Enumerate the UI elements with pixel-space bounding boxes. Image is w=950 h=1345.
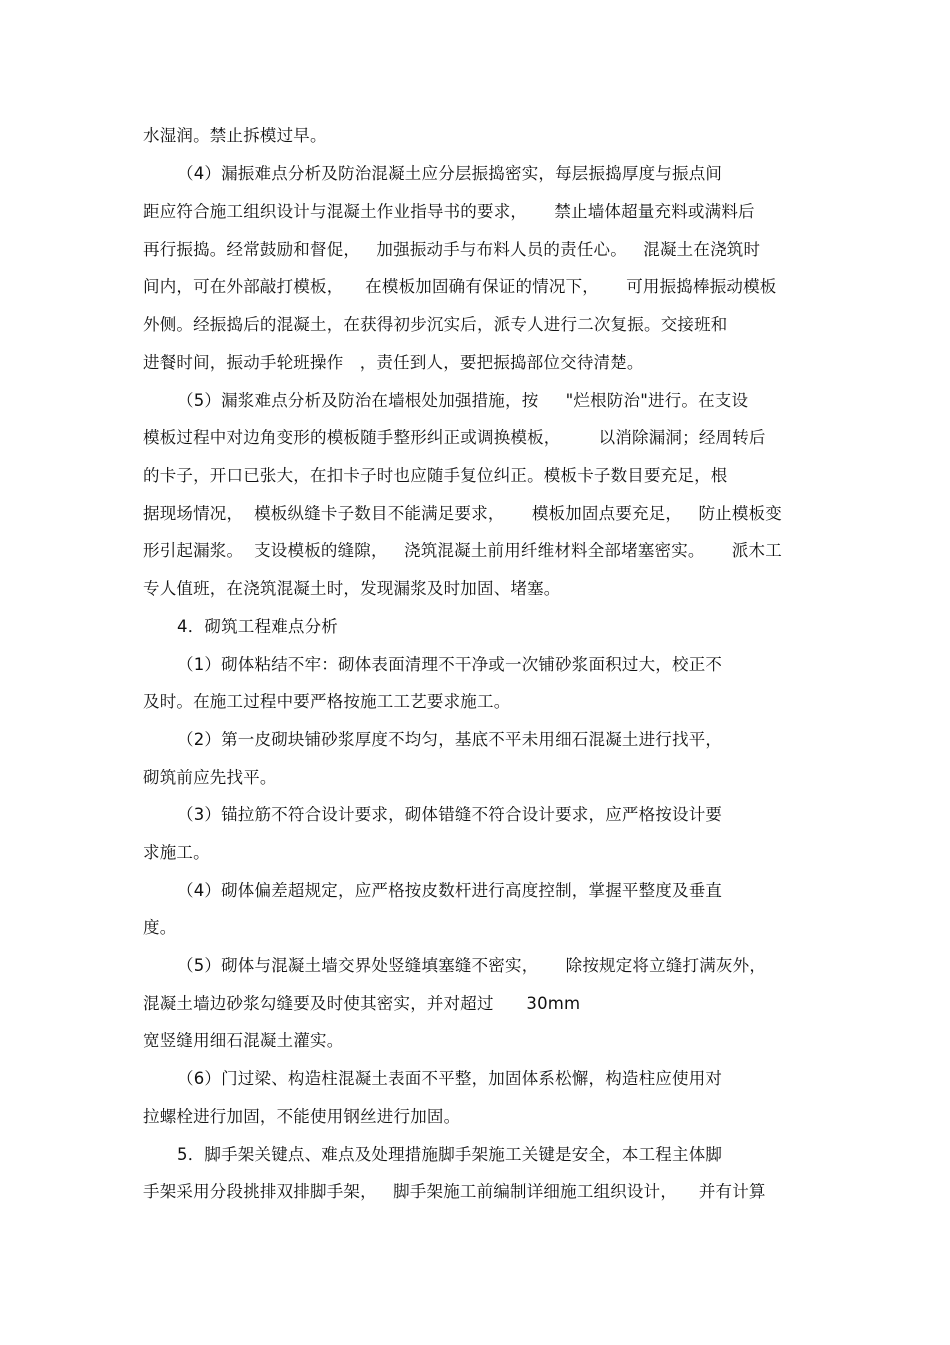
text-line: 混凝土墙边砂浆勾缝要及时使其密实，并对超过 30mm xyxy=(143,994,581,1013)
text-line: 专人值班，在浇筑混凝土时，发现漏浆及时加固、堵塞。 xyxy=(143,579,561,598)
text-line: 砌筑前应先找平。 xyxy=(143,768,277,787)
text-line: 进餐时间，振动手轮班操作 ，责任到人，要把振捣部位交待清楚。 xyxy=(143,353,644,372)
text-line: （5）砌体与混凝土墙交界处竖缝填塞缝不密实， 除按规定将立缝打满灰外， xyxy=(177,956,767,975)
text-line: 据现场情况， 模板纵缝卡子数目不能满足要求， 模板加固点要充足， 防止模板变 xyxy=(143,504,782,523)
section-heading: 5．脚手架关键点、难点及处理措施脚手架施工关键是安全，本工程主体脚 xyxy=(177,1145,723,1164)
text-line: 的卡子，开口已张大，在扣卡子时也应随手复位纠正。模板卡子数目要充足，根 xyxy=(143,466,728,485)
text-line: （1）砌体粘结不牢：砌体表面清理不干净或一次铺砂浆面积过大，校正不 xyxy=(177,655,723,674)
text-line: 求施工。 xyxy=(143,843,210,862)
text-line: （4）砌体偏差超规定，应严格按皮数杆进行高度控制，掌握平整度及垂直 xyxy=(177,881,723,900)
text-line: （3）锚拉筋不符合设计要求，砌体错缝不符合设计要求，应严格按设计要 xyxy=(177,805,723,824)
text-line: 模板过程中对边角变形的模板随手整形纠正或调换模板， 以消除漏洞；经周转后 xyxy=(143,428,766,447)
text-line: 形引起漏浆。 支设模板的缝隙， 浇筑混凝土前用纤维材料全部堵塞密实。 派木工 xyxy=(143,541,782,560)
text-line: 外侧。经振捣后的混凝土，在获得初步沉实后，派专人进行二次复振。交接班和 xyxy=(143,315,728,334)
text-line: 度。 xyxy=(143,918,177,937)
text-line: 拉螺栓进行加固，不能使用钢丝进行加固。 xyxy=(143,1107,461,1126)
text-line: 及时。在施工过程中要严格按施工工艺要求施工。 xyxy=(143,692,511,711)
text-line: 间内，可在外部敲打模板， 在模板加固确有保证的情况下， 可用振捣棒振动模板 xyxy=(143,277,777,296)
text-line: 水湿润。禁止拆模过早。 xyxy=(143,126,327,145)
section-heading: 4．砌筑工程难点分析 xyxy=(177,617,338,636)
text-line: （4）漏振难点分析及防治混凝土应分层振捣密实，每层振捣厚度与振点间 xyxy=(177,164,723,183)
text-line: （2）第一皮砌块铺砂浆厚度不均匀，基底不平未用细石混凝土进行找平， xyxy=(177,730,723,749)
text-line: 再行振捣。经常鼓励和督促， 加强振动手与布料人员的责任心。 混凝土在浇筑时 xyxy=(143,240,761,259)
text-line: 宽竖缝用细石混凝土灌实。 xyxy=(143,1031,344,1050)
text-line: 距应符合施工组织设计与混凝土作业指导书的要求， 禁止墙体超量充料或满料后 xyxy=(143,202,755,221)
text-line: （6）门过梁、构造柱混凝土表面不平整，加固体系松懈，构造柱应使用对 xyxy=(177,1069,723,1088)
text-line: 手架采用分段挑排双排脚手架， 脚手架施工前编制详细施工组织设计， 并有计算 xyxy=(143,1182,766,1201)
text-line: （5）漏浆难点分析及防治在墙根处加强措施，按 "烂根防治"进行。在支设 xyxy=(177,391,749,410)
